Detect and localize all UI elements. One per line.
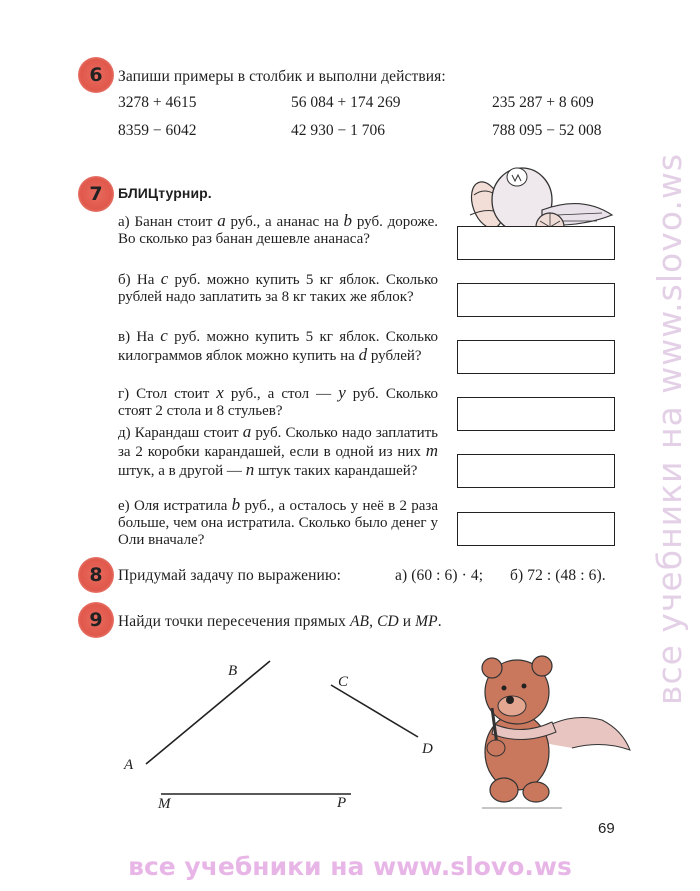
task-9-number: 9 bbox=[89, 609, 103, 631]
task-8-number: 8 bbox=[89, 564, 103, 586]
task-6-text: Запиши примеры в столбик и выполни действия: bbox=[118, 68, 446, 85]
task-7-title: БЛИЦтурнир. bbox=[118, 185, 212, 201]
point-label-b: B bbox=[228, 663, 238, 679]
point-label-p: P bbox=[337, 795, 347, 811]
task-7-number: 7 bbox=[89, 183, 103, 205]
task-6-number: 6 bbox=[89, 64, 103, 86]
task-7-item-g: г) Стол стоит x руб., а стол — y руб. Сколько стоят 2 стола и 8 стульев? bbox=[118, 383, 439, 419]
bear-with-pen-illustration bbox=[472, 640, 637, 815]
task-8-text: Придумай задачу по выражению: bbox=[118, 567, 342, 584]
point-label-d: D bbox=[422, 741, 433, 757]
watermark-side: все учебники на www.slovo.ws bbox=[650, 152, 689, 705]
task-6-example: 56 084 + 174 269 bbox=[291, 94, 401, 111]
point-label-a: A bbox=[124, 757, 134, 773]
task-6-example: 8359 − 6042 bbox=[118, 122, 197, 139]
task-6-example: 235 287 + 8 609 bbox=[492, 94, 594, 111]
task-8-expression-a: а) (60 : 6) · 4; bbox=[395, 567, 484, 584]
point-label-m: M bbox=[158, 796, 171, 812]
watermark-bottom: все учебники на www.slovo.ws bbox=[128, 852, 572, 881]
point-label-c: C bbox=[338, 674, 349, 690]
task-7-item-e: е) Оля истратила b руб., а осталось у неё в 2 раза больше, чем она истратила. Сколько было денег у Оли вначале? bbox=[118, 495, 438, 548]
task-7-item-d: д) Карандаш стоит a руб. Сколько надо заплатить за 2 коробки карандашей, если в одной из них m штук, а в другой — n штук таких карандашей? bbox=[118, 422, 439, 479]
task-9-text: Найди точки пересечения прямых AB, CD и MP. bbox=[118, 613, 442, 630]
line-ab bbox=[146, 661, 270, 764]
line-cd bbox=[331, 685, 418, 737]
task-7-item-v: в) На c руб. можно купить 5 кг яблок. Сколько килограммов яблок можно купить на d рублей? bbox=[118, 326, 438, 364]
task-6-example: 42 930 − 1 706 bbox=[291, 122, 385, 139]
task-6-example: 788 095 − 52 008 bbox=[492, 122, 602, 139]
task-6-example: 3278 + 4615 bbox=[118, 94, 197, 111]
task-7-item-a: а) Банан стоит a руб., а ананас на b руб. дороже. Во сколько раз банан дешевле ананаса? bbox=[118, 211, 438, 247]
page-number: 69 bbox=[598, 820, 615, 837]
task-7-item-b: б) На c руб. можно купить 5 кг яблок. Сколько рублей надо заплатить за 8 кг таких же яблок? bbox=[118, 269, 439, 305]
task-8-expression-b: б) 72 : (48 : 6). bbox=[510, 567, 606, 584]
